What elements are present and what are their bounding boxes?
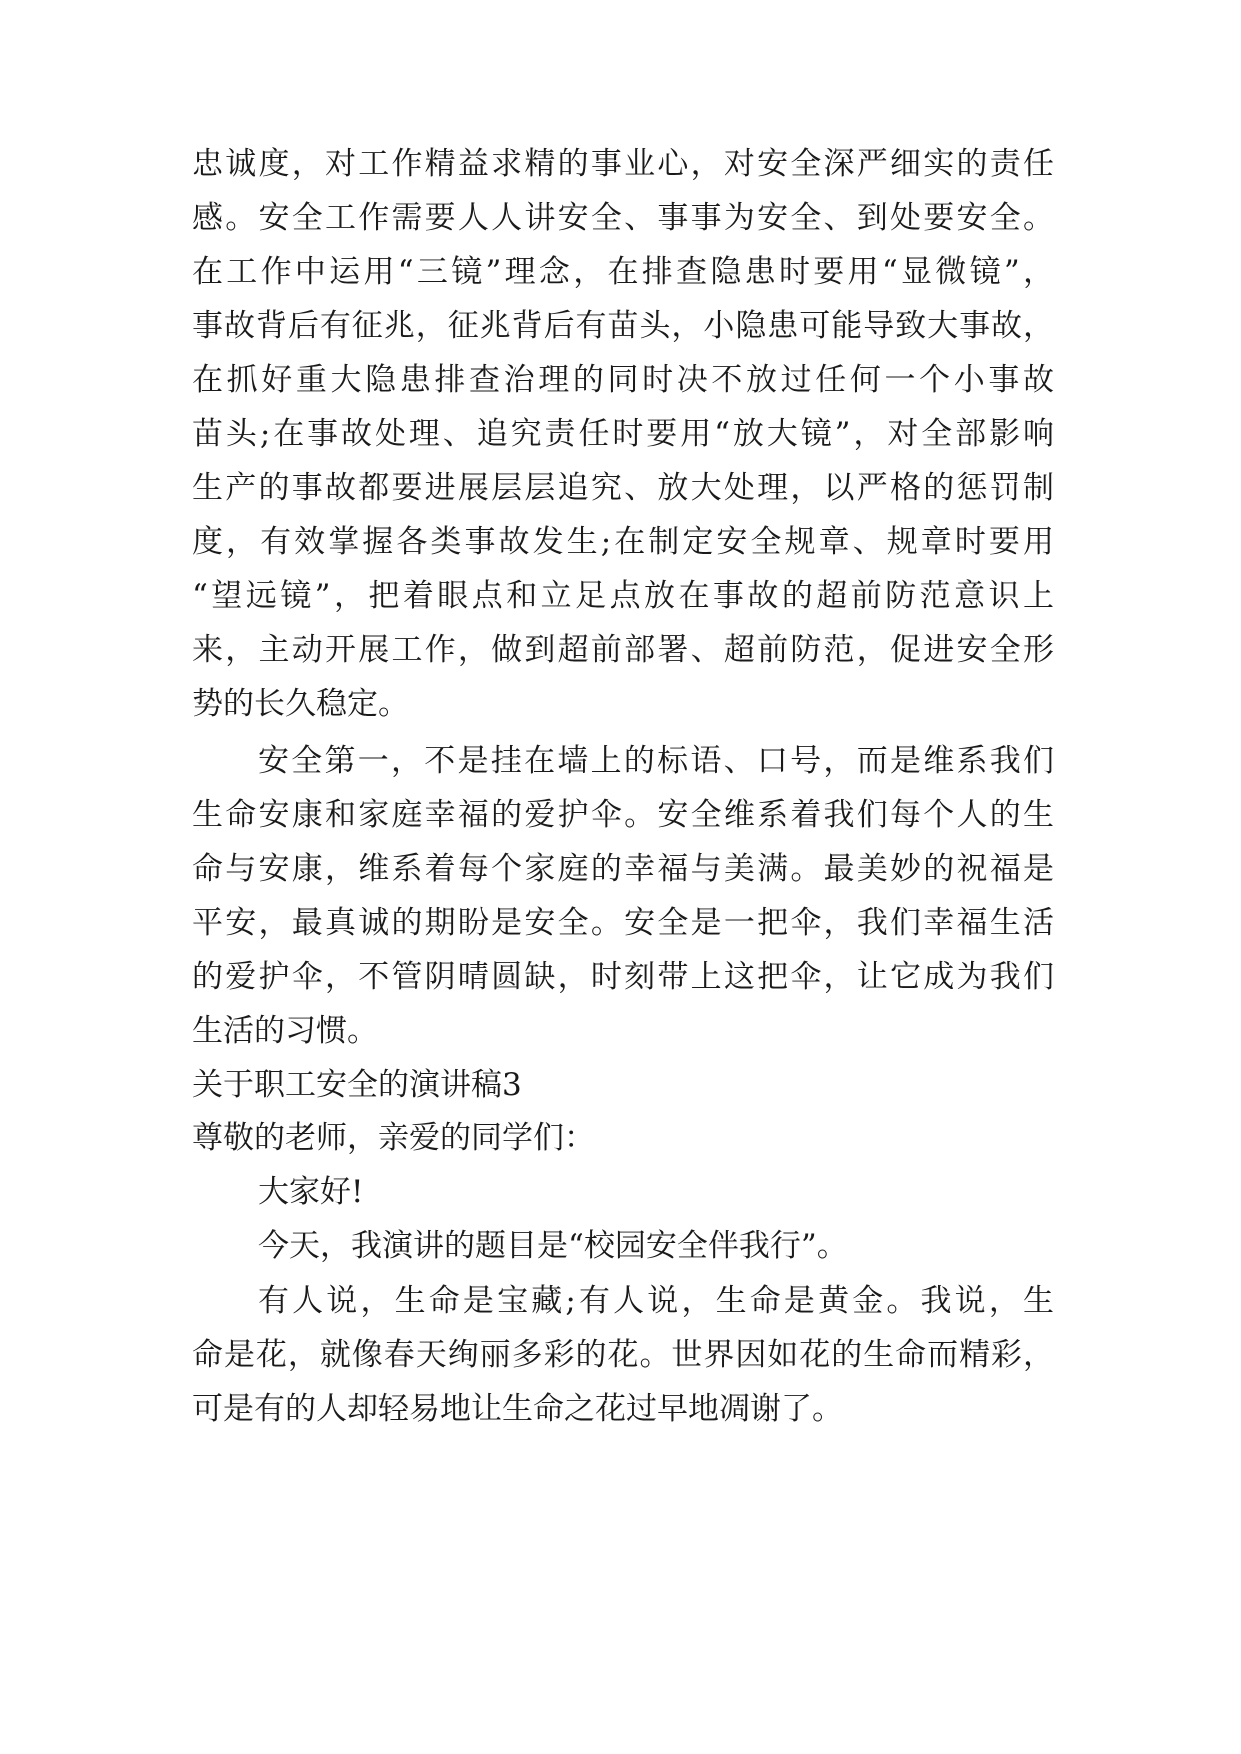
text-line: 苗头;在事故处理、追究责任时要用“放大镜”，对全部影响	[192, 416, 1054, 452]
text-line: 在抓好重大隐患排查治理的同时决不放过任何一个小事故	[192, 362, 1054, 398]
text-line: 来，主动开展工作，做到超前部署、超前防范，促进安全形	[192, 632, 1054, 668]
paragraph-first-line: 安全第一，不是挂在墙上的标语、口号，而是维系我们	[258, 743, 1054, 779]
section-heading: 关于职工安全的演讲稿3	[192, 1067, 522, 1103]
text-line: 命与安康，维系着每个家庭的幸福与美满。最美妙的祝福是	[192, 851, 1054, 887]
text-line: 事故背后有征兆，征兆背后有苗头，小隐患可能导致大事故，	[192, 308, 1054, 344]
paragraph-first-line: 有人说，生命是宝藏;有人说，生命是黄金。我说，生	[258, 1283, 1054, 1319]
text-line: 度，有效掌握各类事故发生;在制定安全规章、规章时要用	[192, 524, 1054, 560]
salutation: 尊敬的老师，亲爱的同学们：	[192, 1120, 595, 1156]
text-line: 生活的习惯。	[192, 1013, 378, 1049]
text-line: 生产的事故都要进展层层追究、放大处理，以严格的惩罚制	[192, 470, 1054, 506]
text-line: 生命安康和家庭幸福的爱护伞。安全维系着我们每个人的生	[192, 797, 1054, 833]
text-line: 势的长久稳定。	[192, 686, 409, 722]
text-line: 在工作中运用“三镜”理念，在排查隐患时要用“显微镜”，	[192, 254, 1054, 290]
greeting: 大家好!	[258, 1174, 364, 1210]
text-line: 可是有的人却轻易地让生命之花过早地凋谢了。	[192, 1391, 843, 1427]
text-line: 忠诚度，对工作精益求精的事业心，对安全深严细实的责任	[192, 146, 1054, 182]
text-line: 命是花，就像春天绚丽多彩的花。世界因如花的生命而精彩，	[192, 1337, 1054, 1373]
text-line: 的爱护伞，不管阴晴圆缺，时刻带上这把伞，让它成为我们	[192, 959, 1054, 995]
text-line: 平安，最真诚的期盼是安全。安全是一把伞，我们幸福生活	[192, 905, 1054, 941]
speech-topic: 今天，我演讲的题目是“校园安全伴我行”。	[258, 1228, 848, 1264]
text-line: 感。安全工作需要人人讲安全、事事为安全、到处要安全。	[192, 200, 1054, 236]
text-line: “望远镜”，把着眼点和立足点放在事故的超前防范意识上	[192, 578, 1054, 614]
